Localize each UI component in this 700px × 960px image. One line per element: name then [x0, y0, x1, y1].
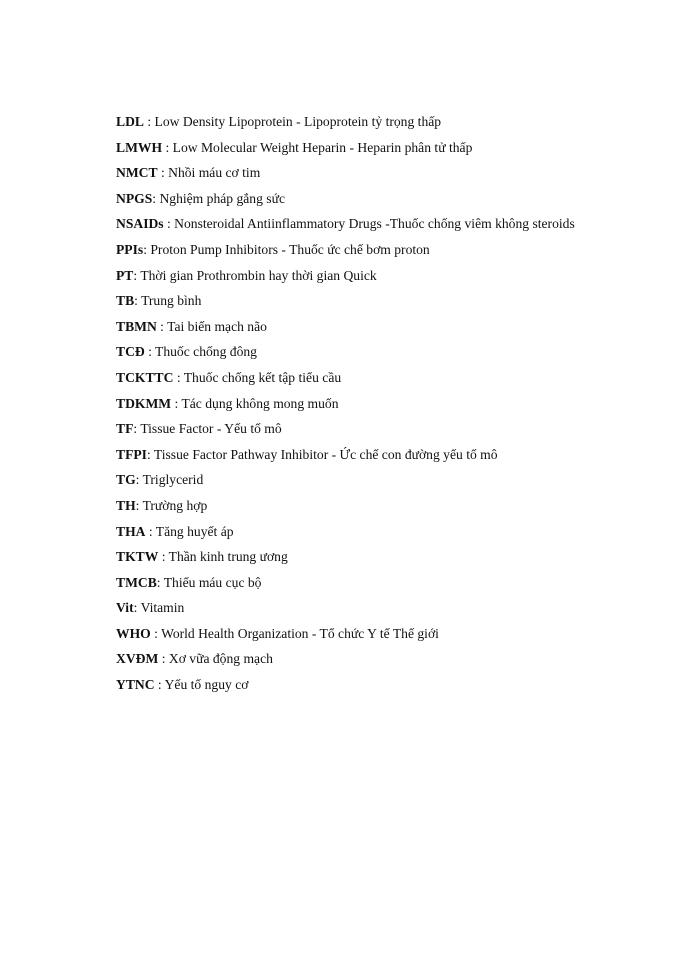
abbreviation-definition: Yếu tố nguy cơ: [164, 677, 249, 693]
abbreviation-entry: [116, 368, 676, 394]
abbreviation-term: TCKTTC: [116, 369, 174, 385]
abbreviation-entry: [116, 342, 676, 368]
abbreviation-separator: :: [145, 523, 156, 539]
abbreviation-term: YTNC: [116, 677, 155, 693]
abbreviation-term: TCĐ: [116, 344, 145, 360]
abbreviation-term: TBMN: [116, 318, 157, 334]
abbreviation-separator: :: [135, 472, 143, 488]
abbreviation-entry: [116, 675, 676, 701]
abbreviation-separator: :: [157, 165, 169, 181]
abbreviation-definition: Tissue Factor - Yếu tố mô: [140, 421, 282, 437]
abbreviation-separator: :: [171, 395, 182, 411]
abbreviation-separator: :: [146, 446, 154, 462]
abbreviation-definition: Tissue Factor Pathway Inhibitor - Ức chế con đường yếu tố mô: [153, 446, 498, 462]
abbreviation-separator: :: [133, 421, 141, 437]
abbreviation-list: [116, 112, 676, 701]
abbreviation-entry: [116, 496, 676, 522]
abbreviation-entry: [116, 163, 676, 189]
abbreviation-entry: [116, 522, 676, 548]
abbreviation-definition: Thuốc chống kết tập tiểu cầu: [183, 369, 342, 385]
abbreviation-term: TH: [116, 497, 136, 513]
abbreviation-definition: Triglycerid: [142, 472, 204, 488]
abbreviation-separator: :: [150, 625, 162, 641]
abbreviation-definition: Xơ vữa động mạch: [168, 651, 273, 667]
abbreviation-entry: [116, 240, 676, 266]
abbreviation-term: TKTW: [116, 549, 159, 565]
abbreviation-entry: [116, 291, 676, 317]
abbreviation-separator: :: [134, 293, 142, 309]
abbreviation-definition: Nonsteroidal Antiinflammatory Drugs -Thuốc chống viêm không steroids: [174, 216, 575, 232]
abbreviation-entry: [116, 649, 676, 675]
abbreviation-entry: [116, 598, 676, 624]
abbreviation-term: TB: [116, 293, 135, 309]
abbreviation-definition: Tác dụng không mong muốn: [181, 395, 339, 411]
abbreviation-term: TDKMM: [116, 395, 172, 411]
abbreviation-term: LMWH: [116, 139, 163, 155]
abbreviation-term: TFPI: [116, 446, 147, 462]
abbreviation-term: NMCT: [116, 165, 158, 181]
abbreviation-separator: :: [158, 651, 169, 667]
abbreviation-separator: :: [133, 600, 141, 616]
abbreviation-term: THA: [116, 523, 146, 539]
abbreviation-term: PT: [116, 267, 134, 283]
abbreviation-separator: :: [173, 369, 184, 385]
abbreviation-separator: :: [133, 267, 141, 283]
abbreviation-definition: Thần kinh trung ương: [168, 549, 288, 565]
abbreviation-separator: :: [135, 497, 143, 513]
abbreviation-definition: Thời gian Prothrombin hay thời gian Quick: [140, 267, 377, 283]
abbreviation-separator: :: [152, 190, 160, 206]
abbreviation-definition: Tai biến mạch não: [167, 318, 267, 334]
abbreviation-entry: [116, 445, 676, 471]
abbreviation-term: WHO: [116, 625, 151, 641]
abbreviation-separator: :: [144, 344, 156, 360]
abbreviation-term: NSAIDs: [116, 216, 164, 232]
abbreviation-separator: :: [156, 318, 168, 334]
abbreviation-term: TG: [116, 472, 136, 488]
abbreviation-definition: World Health Organization - Tổ chức Y tế Thế giới: [161, 625, 439, 641]
abbreviation-definition: Vitamin: [140, 600, 185, 616]
abbreviation-definition: Tăng huyết áp: [155, 523, 234, 539]
abbreviation-separator: :: [158, 549, 169, 565]
abbreviation-entry: [116, 470, 676, 496]
abbreviation-entry: [116, 624, 676, 650]
abbreviation-separator: :: [162, 139, 173, 155]
abbreviation-term: TF: [116, 421, 134, 437]
abbreviation-term: XVĐM: [116, 651, 159, 667]
abbreviation-entry: [116, 189, 676, 215]
abbreviation-term: LDL: [116, 114, 144, 129]
abbreviation-entry: [116, 266, 676, 292]
abbreviation-definition: Proton Pump Inhibitors - Thuốc ức chế bơm proton: [150, 241, 430, 257]
abbreviation-entry: [116, 112, 676, 138]
abbreviation-term: Vit: [116, 600, 134, 616]
abbreviation-definition: Thiếu máu cục bộ: [163, 574, 262, 590]
abbreviation-entry: [116, 547, 676, 573]
abbreviation-entry: [116, 419, 676, 445]
abbreviation-separator: :: [154, 677, 165, 693]
abbreviation-definition: Trường hợp: [142, 497, 208, 513]
abbreviation-separator: :: [163, 216, 175, 232]
abbreviation-definition: Nhồi máu cơ tim: [168, 165, 261, 181]
abbreviation-definition: Thuốc chống đông: [155, 344, 257, 360]
abbreviation-definition: Nghiệm pháp gắng sức: [159, 190, 285, 206]
abbreviation-separator: :: [143, 241, 151, 257]
abbreviation-separator: :: [143, 114, 155, 129]
abbreviation-entry: [116, 214, 676, 240]
abbreviation-entry: [116, 394, 676, 420]
abbreviation-definition: Low Density Lipoprotein - Lipoprotein tỷ trọng thấp: [154, 114, 442, 129]
abbreviation-entry: [116, 317, 676, 343]
abbreviation-definition: Low Molecular Weight Heparin - Heparin phân tử thấp: [172, 139, 473, 155]
abbreviation-term: TMCB: [116, 574, 157, 590]
abbreviation-entry: [116, 573, 676, 599]
abbreviation-term: PPIs: [116, 241, 144, 257]
abbreviation-entry: [116, 138, 676, 164]
abbreviation-separator: :: [156, 574, 164, 590]
abbreviation-term: NPGS: [116, 190, 153, 206]
abbreviation-definition: Trung bình: [141, 293, 202, 309]
